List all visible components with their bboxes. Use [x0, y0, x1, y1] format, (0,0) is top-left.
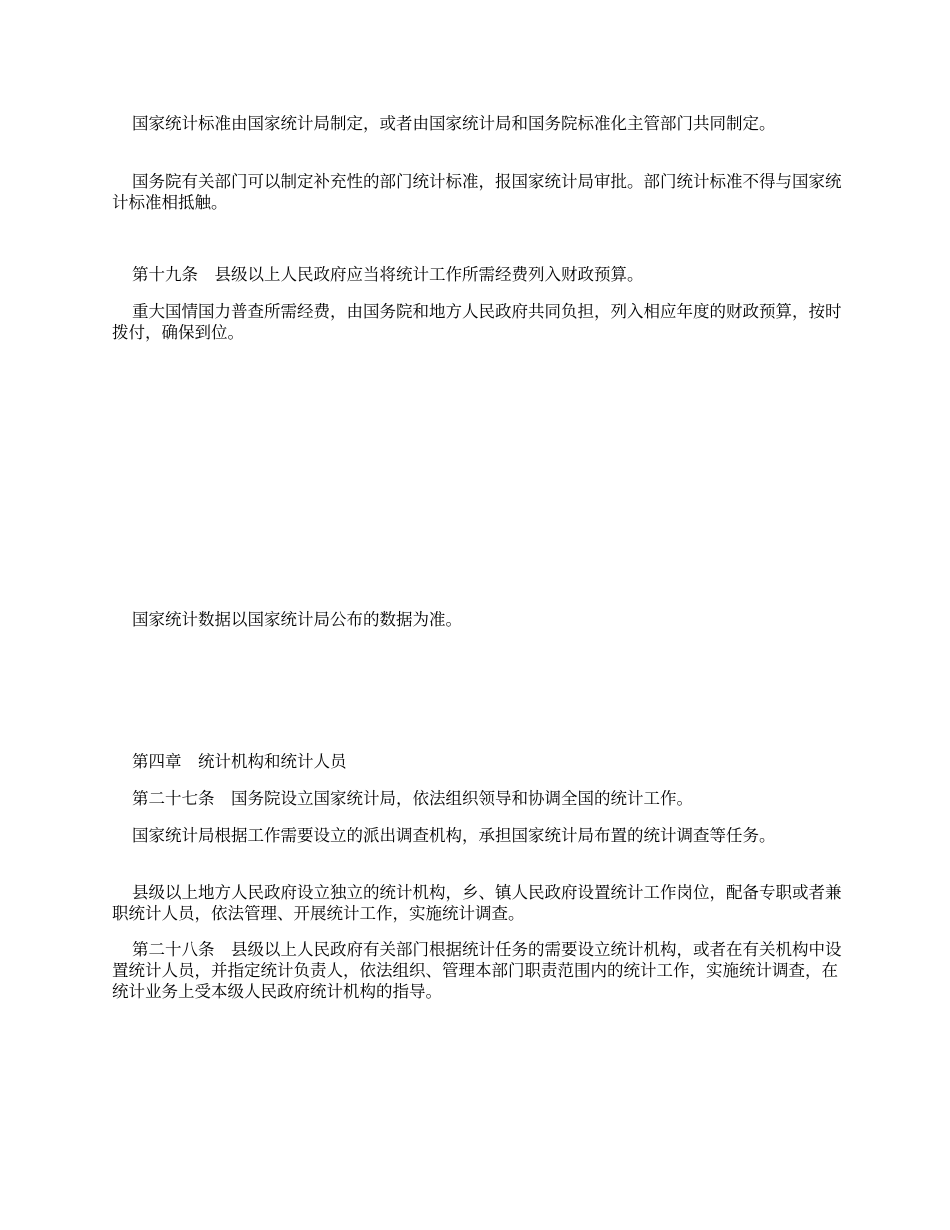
paragraph-departmental-standards: 国务院有关部门可以制定补充性的部门统计标准，报国家统计局审批。部门统计标准不得与国家统计标准相抵触。: [112, 172, 842, 212]
paragraph-census-funding: 重大国情国力普查所需经费，由国务院和地方人民政府共同负担，列入相应年度的财政预算，按时拨付，确保到位。: [112, 302, 842, 342]
paragraph-standards-formulation: 国家统计标准由国家统计局制定，或者由国家统计局和国务院标准化主管部门共同制定。: [132, 114, 776, 133]
paragraph-survey-agencies: 国家统计局根据工作需要设立的派出调查机构，承担国家统计局布置的统计调查等任务。: [132, 826, 776, 845]
paragraph-article-19: 第十九条 县级以上人民政府应当将统计工作所需经费列入财政预算。: [132, 265, 644, 284]
paragraph-article-27: 第二十七条 国务院设立国家统计局，依法组织领导和协调全国的统计工作。: [132, 789, 693, 808]
chapter-4-heading: 第四章 统计机构和统计人员: [132, 752, 347, 771]
paragraph-article-28: 第二十八条 县级以上人民政府有关部门根据统计任务的需要设立统计机构，或者在有关机构中设置统计人员，并指定统计负责人，依法组织、管理本部门职责范围内的统计工作，实施统计调查，在统计业务上受本级人民政府统计机构的指导。: [112, 940, 842, 1001]
paragraph-local-statistics-agencies: 县级以上地方人民政府设立独立的统计机构，乡、镇人民政府设置统计工作岗位，配备专职或者兼职统计人员，依法管理、开展统计工作，实施统计调查。: [112, 883, 842, 923]
paragraph-national-data: 国家统计数据以国家统计局公布的数据为准。: [132, 610, 462, 629]
